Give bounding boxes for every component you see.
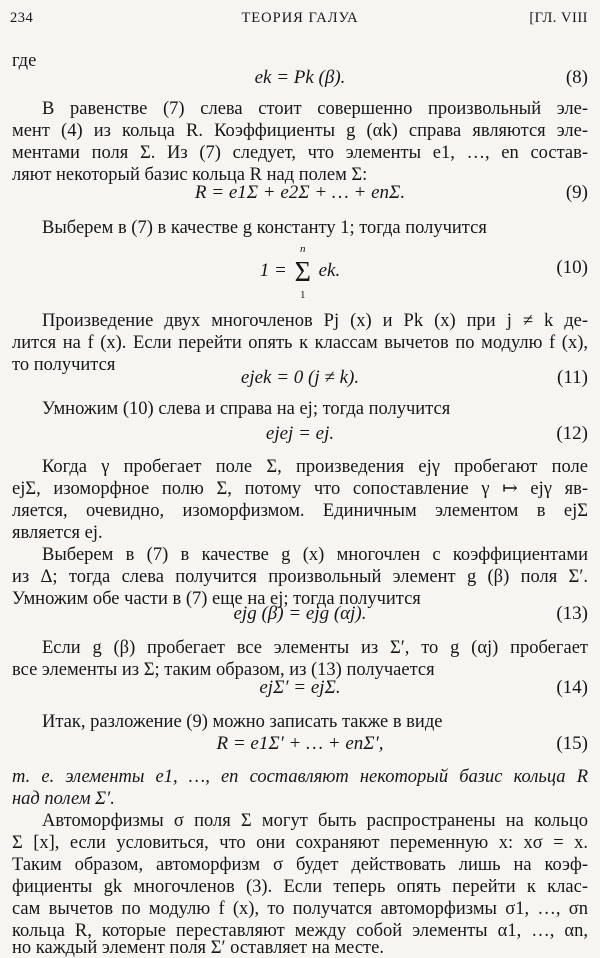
text-line: Умножим обе части в (7) еще на ej; тогда получится bbox=[12, 589, 421, 609]
equation-15 bbox=[12, 733, 588, 761]
text-line: Когда γ пробегает поле Σ, произведения ejγ пробегают поле bbox=[42, 457, 588, 477]
equation-number: (14) bbox=[556, 677, 588, 698]
text-line: Умножим (10) слева и справа на ej; тогда получится bbox=[42, 399, 451, 419]
text-line: Итак, разложение (9) можно записать также в виде bbox=[42, 712, 443, 732]
chapter-marker: [ГЛ. VIII bbox=[529, 10, 588, 26]
page-number: 234 bbox=[10, 10, 34, 26]
text-line: фициенты gk многочленов (3). Если теперь опять перейти к клас- bbox=[12, 877, 588, 897]
equation-10 bbox=[12, 243, 588, 301]
text-line: В равенстве (7) слева стоит совершенно произвольный эле- bbox=[42, 99, 588, 119]
running-title: ТЕОРИЯ ГАЛУА bbox=[241, 10, 359, 26]
equation-14 bbox=[12, 677, 588, 705]
text-line: то получится bbox=[12, 355, 116, 375]
sum-lower-limit: 1 bbox=[299, 289, 306, 301]
equation-formula: ejg (β) = ejg (αj). bbox=[233, 603, 367, 624]
text-line: кольца R, которые переставляют между собой элементы α1, …, αn, bbox=[12, 921, 588, 941]
equation-number: (11) bbox=[557, 367, 588, 388]
equation-number: (15) bbox=[556, 733, 588, 754]
summation-sign bbox=[294, 243, 311, 301]
equation-13 bbox=[12, 603, 588, 631]
text-line: т. е. элементы e1, …, en составляют некоторый базис кольца R bbox=[12, 767, 588, 787]
text-line: сам вычетов по модулю f (x), то получатся автоморфизмы σ1, …, σn bbox=[12, 899, 588, 919]
equation-formula: ejΣ′ = ejΣ. bbox=[259, 677, 341, 698]
text-line: все элементы из Σ; таким образом, из (13) получается bbox=[12, 660, 435, 680]
equation-number: (12) bbox=[556, 423, 588, 444]
text-line: над полем Σ′. bbox=[12, 789, 115, 809]
text-line: мент (4) из кольца R. Коэффициенты g (αk) справа являются эле- bbox=[12, 121, 588, 141]
text-line: ejΣ, изоморфное полю Σ, потому что сопоставление γ ↦ ejγ яв- bbox=[12, 479, 588, 499]
equation-12 bbox=[12, 423, 588, 451]
equation-number: (9) bbox=[565, 182, 588, 203]
equation-number: (10) bbox=[556, 257, 588, 278]
text-line: из Δ; тогда слева получится произвольный элемент g (β) поля Σ′. bbox=[12, 567, 588, 587]
equation-rhs: ek. bbox=[318, 260, 341, 281]
equation-lhs: 1 = bbox=[259, 260, 287, 281]
equation-number: (8) bbox=[565, 67, 588, 88]
text-line: ментами поля Σ. Из (7) следует, что элементы e1, …, en состав- bbox=[12, 143, 588, 163]
text-line: ляется, очевидно, изоморфизмом. Единичным элементом в ejΣ bbox=[12, 501, 588, 521]
equation-number: (13) bbox=[556, 603, 588, 624]
text-line: Произведение двух многочленов Pj (x) и Pk (x) при j ≠ k де- bbox=[42, 311, 588, 331]
sum-upper-limit: n bbox=[299, 243, 306, 255]
text-line: где bbox=[12, 51, 37, 71]
equation-11 bbox=[12, 367, 588, 395]
equation-formula: ek = Pk (β). bbox=[254, 67, 346, 88]
text-line: Выберем в (7) в качестве g (x) многочлен с коэффициентами bbox=[42, 545, 588, 565]
text-line: Автоморфизмы σ поля Σ могут быть распространены на кольцо bbox=[42, 811, 588, 831]
equation-formula: ejek = 0 (j ≠ k). bbox=[240, 367, 360, 388]
text-line: лится на f (x). Если перейти опять к классам вычетов по модулю f (x), bbox=[12, 333, 588, 353]
text-line: Если g (β) пробегает все элементы из Σ′, то g (αj) пробегает bbox=[42, 638, 588, 658]
equation-8 bbox=[12, 67, 588, 95]
text-line: является ej. bbox=[12, 523, 103, 543]
equation-formula: R = e1Σ + e2Σ + … + enΣ. bbox=[194, 182, 406, 203]
text-line: Σ [x], если условиться, что они сохраняют переменную x: xσ = x. bbox=[12, 833, 588, 853]
text-line: Таким образом, автоморфизм σ будет действовать лишь на коэф- bbox=[12, 855, 588, 875]
text-line: ляют некоторый базис кольца R над полем Σ: bbox=[12, 165, 368, 185]
equation-9 bbox=[12, 182, 588, 210]
text-line: но каждый элемент поля Σ′ оставляет на месте. bbox=[12, 938, 384, 958]
sum-symbol: Σ bbox=[294, 257, 311, 288]
text-line: Выберем в (7) в качестве g константу 1; тогда получится bbox=[42, 218, 487, 238]
equation-formula: ejej = ej. bbox=[265, 423, 335, 444]
equation-formula: R = e1Σ′ + … + enΣ′, bbox=[216, 733, 384, 754]
